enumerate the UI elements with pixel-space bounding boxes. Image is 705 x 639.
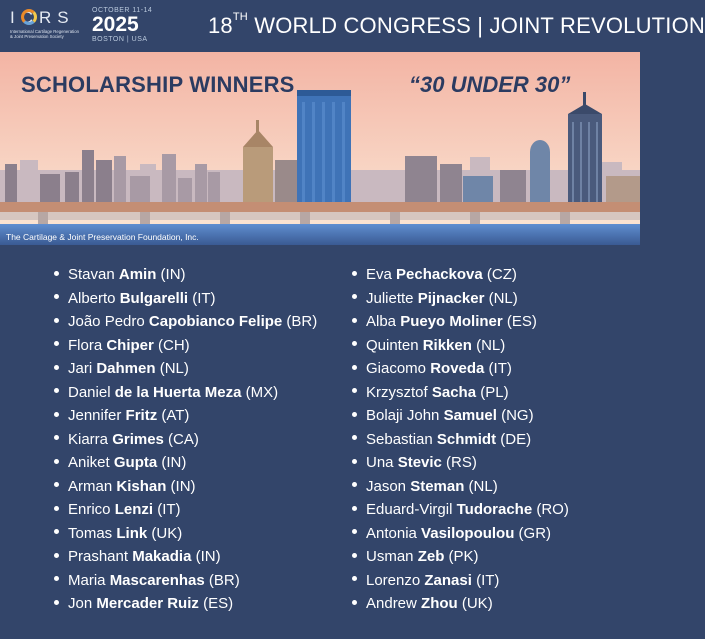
winner-last-name: Schmidt	[436, 430, 497, 448]
winner-last-name: Chiper	[106, 336, 154, 354]
winner-country: (PL)	[476, 383, 509, 401]
bullet-icon	[352, 506, 357, 511]
winner-first-name: Enrico	[68, 501, 115, 518]
winner-first-name: Usman	[366, 548, 418, 565]
winner-country: (IN)	[156, 266, 186, 283]
winner-last-name: Rikken	[422, 336, 472, 354]
winner-list-item	[54, 453, 354, 477]
winner-list-item	[54, 594, 354, 618]
bullet-icon	[352, 553, 357, 558]
winner-last-name: Zanasi	[424, 571, 472, 589]
winner-last-name: Lenzi	[114, 501, 154, 518]
winner-first-name: Alba	[366, 313, 401, 330]
bullet-icon	[54, 600, 59, 605]
winner-list-item	[352, 406, 632, 430]
bullet-icon	[54, 341, 59, 346]
winner-country: (BR)	[204, 571, 240, 589]
winner-country: (NL)	[464, 477, 498, 495]
bullet-icon	[54, 388, 59, 393]
winner-list-item	[54, 524, 354, 548]
winner-country: (RO)	[532, 501, 569, 518]
winner-last-name: Grimes	[112, 430, 164, 448]
bullet-icon	[54, 506, 59, 511]
bullet-icon	[54, 482, 59, 487]
winner-first-name: Sebastian	[366, 430, 437, 448]
winner-country: (IN)	[157, 454, 187, 471]
bullet-icon	[54, 553, 59, 558]
winner-last-name: Dahmen	[96, 360, 156, 377]
bullet-icon	[352, 318, 357, 323]
winner-country: (CZ)	[482, 266, 517, 283]
winner-country: (IT)	[153, 501, 181, 518]
winner-list-item	[54, 430, 354, 454]
winner-list-item	[352, 430, 632, 454]
winner-first-name: Eduard-Virgil	[366, 501, 457, 518]
winners-list-left	[54, 265, 354, 618]
winner-list-item	[352, 571, 632, 595]
bullet-icon	[54, 294, 59, 299]
winner-last-name: Link	[116, 524, 148, 542]
winner-list-item	[54, 265, 354, 289]
winner-country: (GR)	[514, 524, 552, 542]
winner-last-name: de la Huerta Meza	[114, 383, 242, 401]
winner-last-name: Zeb	[417, 548, 445, 565]
winner-first-name: Stavan	[68, 266, 119, 283]
winner-list-item	[352, 312, 632, 336]
winner-first-name: Lorenzo	[366, 571, 425, 589]
winner-first-name: Eva	[366, 266, 397, 283]
logo-ring-icon	[21, 9, 37, 25]
banner-title-scholarship: SCHOLARSHIP WINNERS	[21, 72, 295, 97]
winner-country: (DE)	[496, 430, 532, 448]
winner-last-name: Pueyo Moliner	[400, 313, 503, 330]
winner-list-item	[352, 500, 632, 524]
bullet-icon	[54, 365, 59, 370]
winner-first-name: Maria	[68, 571, 110, 589]
bullet-icon	[352, 459, 357, 464]
logo-subtitle-line-2: & Joint Preservation Society	[10, 34, 64, 40]
winner-country: (MX)	[241, 383, 279, 401]
winner-country: (NG)	[496, 407, 534, 424]
event-year: 2025	[92, 13, 139, 36]
bullet-icon	[352, 388, 357, 393]
winner-first-name: Aniket	[68, 454, 114, 471]
winner-last-name: Samuel	[443, 407, 497, 424]
logo-letters: ICRS	[10, 8, 75, 27]
bullet-icon	[352, 435, 357, 440]
winner-last-name: Sacha	[431, 383, 477, 401]
winner-last-name: Vasilopoulou	[421, 524, 515, 542]
winner-country: (NL)	[155, 360, 189, 377]
event-city: BOSTON | USA	[92, 36, 148, 43]
bullet-icon	[352, 294, 357, 299]
winner-list-item	[352, 383, 632, 407]
winner-list-item	[54, 312, 354, 336]
winner-last-name: Bulgarelli	[119, 289, 189, 307]
winner-list-item	[54, 359, 354, 383]
winner-last-name: Mercader Ruiz	[96, 595, 199, 612]
winner-first-name: Krzysztof	[366, 383, 432, 401]
bullet-icon	[54, 459, 59, 464]
winner-list-item	[54, 406, 354, 430]
winner-list-item	[54, 336, 354, 360]
winner-last-name: Amin	[118, 266, 157, 283]
bullet-icon	[54, 412, 59, 417]
congress-number: 18	[208, 13, 233, 38]
winner-country: (CA)	[163, 430, 199, 448]
winner-first-name: Alberto	[68, 289, 120, 307]
winner-first-name: João Pedro	[68, 313, 149, 330]
winner-first-name: Bolaji John	[366, 407, 444, 424]
winner-last-name: Roveda	[430, 360, 485, 377]
winner-country: (BR)	[282, 313, 318, 330]
bullet-icon	[54, 271, 59, 276]
winner-last-name: Stevic	[397, 454, 442, 471]
winner-list-item	[352, 524, 632, 548]
winner-first-name: Kiarra	[68, 430, 113, 448]
winner-list-item	[352, 594, 632, 618]
winner-country: (UK)	[147, 524, 183, 542]
winner-first-name: Juliette	[366, 289, 418, 307]
winner-first-name: Flora	[68, 336, 107, 354]
winner-first-name: Andrew	[366, 595, 422, 612]
winner-last-name: Fritz	[125, 407, 158, 424]
winner-country: (IN)	[166, 477, 196, 495]
skyline-banner	[0, 52, 640, 245]
winner-first-name: Jon	[68, 595, 97, 612]
winner-country: (IT)	[188, 289, 216, 307]
winner-list-item	[352, 336, 632, 360]
winner-first-name: Giacomo	[366, 360, 431, 377]
banner-title-30-under-30: “30 UNDER 30”	[409, 72, 571, 97]
icrs-logo	[10, 8, 90, 46]
bullet-icon	[352, 412, 357, 417]
bullet-icon	[352, 529, 357, 534]
winner-list-item	[54, 571, 354, 595]
winner-country: (ES)	[502, 313, 537, 330]
winner-last-name: Tudorache	[456, 501, 533, 518]
winner-last-name: Zhou	[421, 595, 458, 612]
bullet-icon	[352, 600, 357, 605]
bullet-icon	[54, 529, 59, 534]
winner-last-name: Mascarenhas	[109, 571, 205, 589]
bullet-icon	[352, 482, 357, 487]
winner-country: (PK)	[444, 548, 479, 565]
winner-country: (RS)	[441, 454, 477, 471]
congress-ordinal: TH	[232, 11, 248, 23]
bullet-icon	[352, 576, 357, 581]
winner-country: (IT)	[484, 360, 512, 377]
winner-list-item	[352, 265, 632, 289]
winner-last-name: Pijnacker	[417, 289, 485, 307]
winner-list-item	[352, 359, 632, 383]
winner-list-item	[352, 477, 632, 501]
winner-first-name: Prashant	[68, 548, 133, 565]
winner-list-item	[352, 453, 632, 477]
winner-first-name: Antonia	[366, 524, 422, 542]
winners-list-right	[352, 265, 632, 618]
winner-country: (NL)	[471, 336, 506, 354]
winner-list-item	[54, 500, 354, 524]
congress-name: WORLD CONGRESS | JOINT REVOLUTION	[254, 13, 705, 38]
foundation-credit: The Cartilage & Joint Preservation Foundation, Inc.	[6, 232, 199, 242]
winner-country: (CH)	[153, 336, 190, 354]
event-date-block	[92, 7, 152, 43]
header-bar	[0, 0, 705, 52]
winner-last-name: Kishan	[116, 477, 167, 495]
winner-first-name: Quinten	[366, 336, 423, 354]
winner-first-name: Daniel	[68, 383, 115, 401]
winner-list-item	[54, 383, 354, 407]
bullet-icon	[352, 341, 357, 346]
winner-country: (NL)	[484, 289, 518, 307]
bullet-icon	[54, 435, 59, 440]
bullet-icon	[54, 576, 59, 581]
winner-list-item	[54, 477, 354, 501]
logo-subtitle-line-1: International Cartilage Regeneration	[10, 29, 80, 34]
bullet-icon	[54, 318, 59, 323]
winner-last-name: Makadia	[132, 548, 192, 565]
winner-country: (AT)	[157, 407, 190, 424]
winner-list-item	[54, 289, 354, 313]
winner-first-name: Tomas	[68, 524, 117, 542]
bullet-icon	[352, 365, 357, 370]
winner-first-name: Arman	[68, 477, 117, 495]
winner-country: (IT)	[471, 571, 500, 589]
bullet-icon	[352, 271, 357, 276]
winner-last-name: Steman	[410, 477, 465, 495]
winner-first-name: Jari	[68, 360, 97, 377]
winner-last-name: Pechackova	[396, 266, 483, 283]
winner-first-name: Jason	[366, 477, 411, 495]
winner-list-item	[352, 289, 632, 313]
winner-country: (IN)	[191, 548, 221, 565]
winner-last-name: Capobianco Felipe	[148, 313, 283, 330]
congress-title	[208, 13, 705, 39]
winner-country: (ES)	[198, 595, 234, 612]
winner-list-item	[54, 547, 354, 571]
winner-list-item	[352, 547, 632, 571]
winner-country: (UK)	[457, 595, 493, 612]
event-date: OCTOBER 11-14	[92, 7, 153, 14]
winner-first-name: Una	[366, 454, 398, 471]
winner-first-name: Jennifer	[68, 407, 126, 424]
logo-subtitle	[10, 29, 79, 39]
winner-last-name: Gupta	[113, 454, 158, 471]
